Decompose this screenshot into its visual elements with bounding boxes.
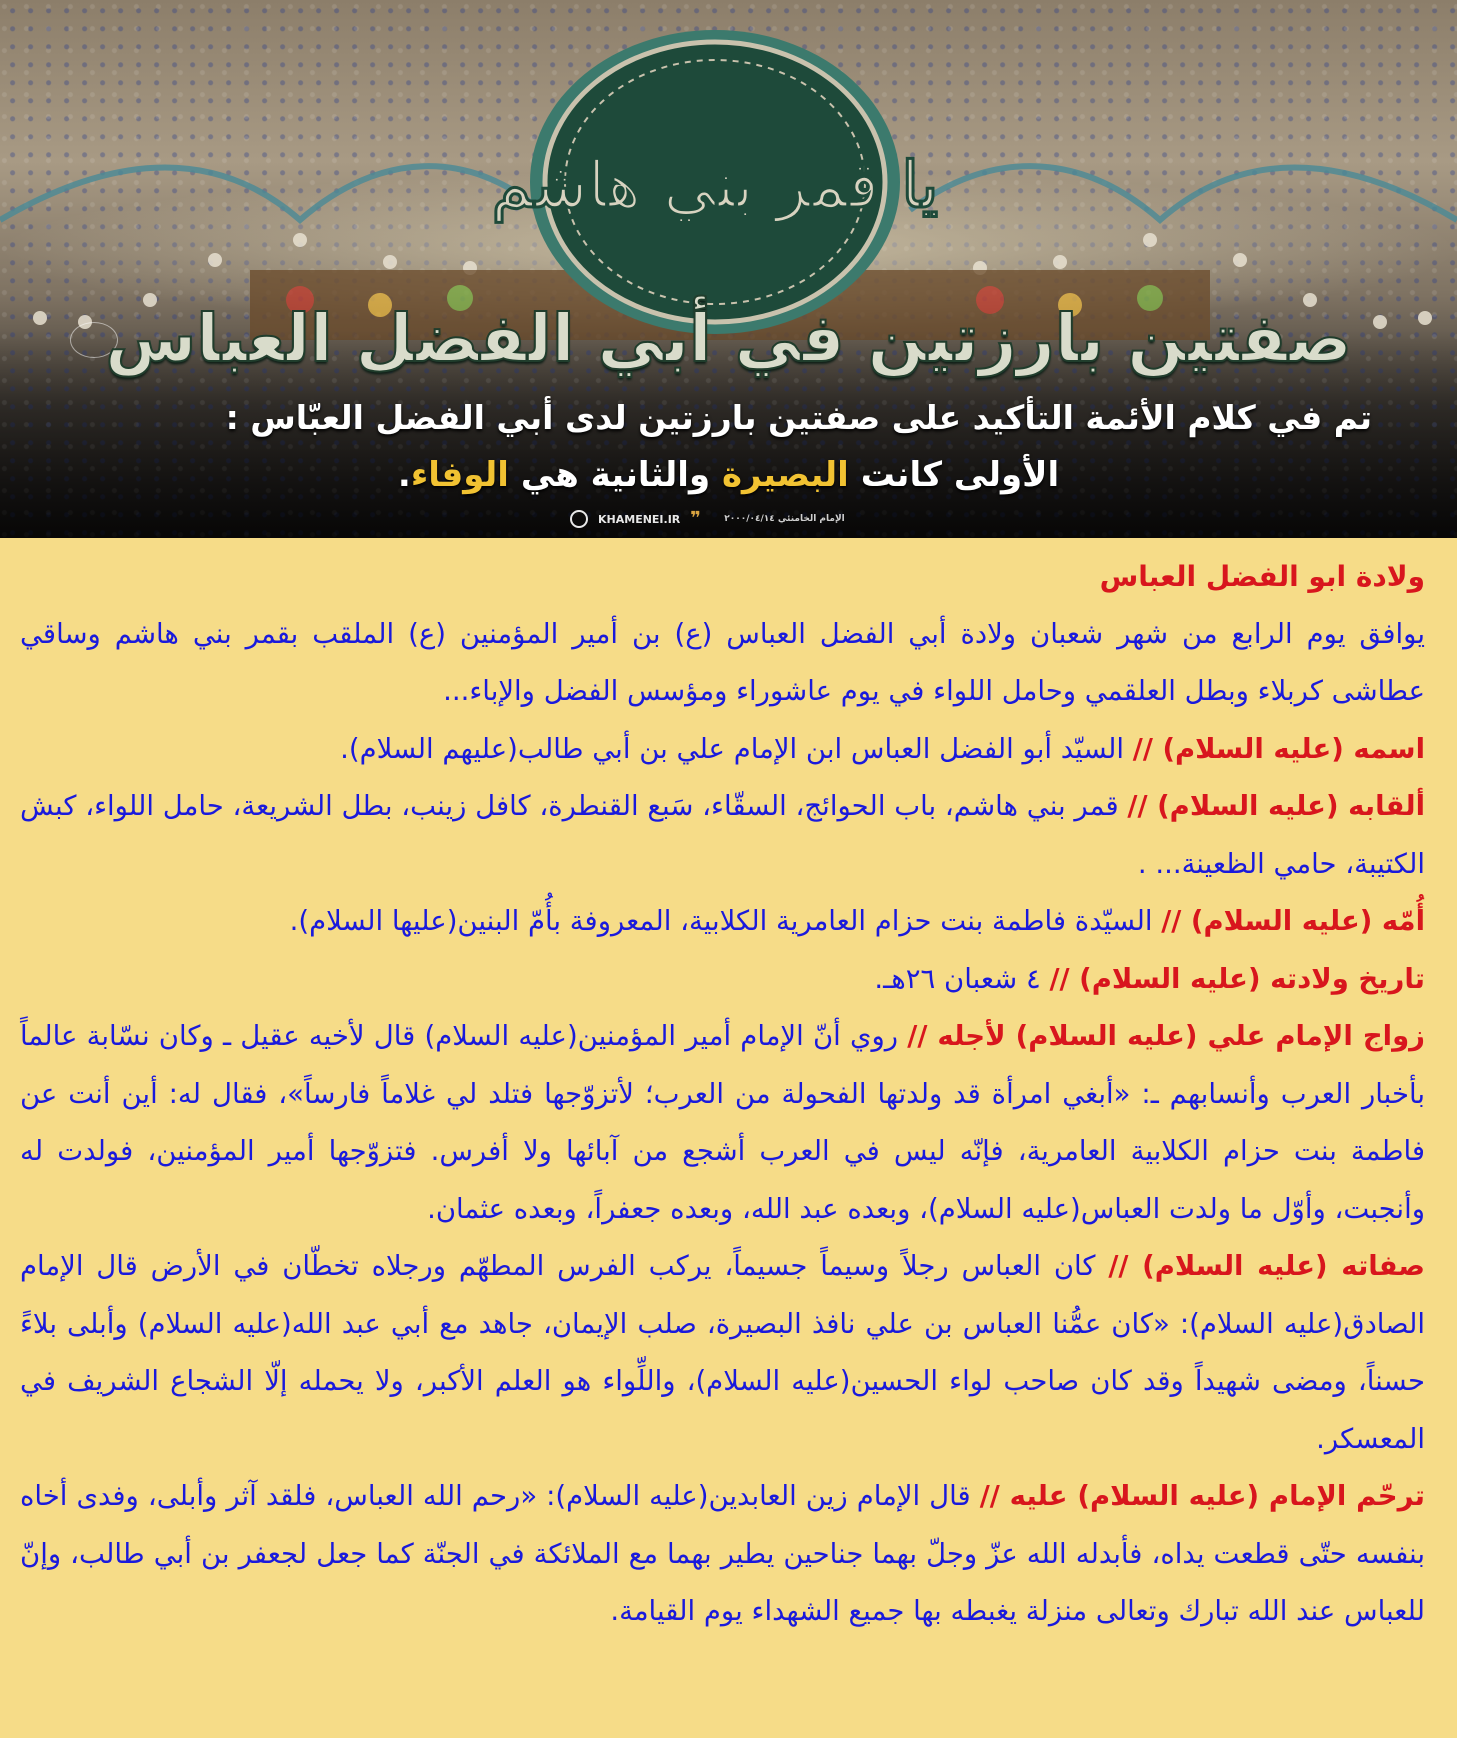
date-stamp: الإمام الخامنئي ٢٠٠٠/٠٤/١٤ <box>724 514 845 524</box>
highlight-insight: البصيرة <box>721 455 849 495</box>
subtitle-part: والثانية هي <box>520 455 711 495</box>
quote-icon: ❞ <box>690 508 701 529</box>
section-text: قمر بني هاشم، باب الحوائج، السقّاء، سَبع القنطرة، كافل زينب، بطل الشريعة، حامل اللواء، كبش الكتيبة، حامي الظعينة... . <box>20 790 1425 880</box>
khamenei-logo-icon <box>570 510 588 528</box>
banner-headline: صفتين بارزتين في أبي الفضل العباس <box>105 300 1352 377</box>
section-marriage <box>20 1008 1425 1238</box>
section-titles <box>20 778 1425 893</box>
section-text: روي أنّ الإمام أمير المؤمنين(عليه السلام) قال لأخيه عقيل ـ وكان نسّابة عالماً بأخبار العرب وأنسابهم ـ: «أبغي امرأة قد ولدتها الفحولة من العرب؛ لأتزوّجها فتلد لي غلاماً فارساً»، فقال له: أين أنت عن فاطمة بنت حزام الكلابية العامرية، فإنّه ليس في العرب أشجع من آبائها ولا أفرس. فتزوّجها أمير المؤمنين، فولدت له وأنجبت، وأوّل ما ولدت العباس(عليه السلام)، وبعده عبد الله، وبعده جعفراً، وبعده عثمان. <box>20 1020 1425 1225</box>
article-title: ولادة ابو الفضل العباس <box>1099 560 1425 593</box>
section-text: السيّد أبو الفضل العباس ابن الإمام علي بن أبي طالب(عليهم السلام). <box>340 732 1125 765</box>
banner-subtitle-line2 <box>0 455 1457 495</box>
section-text: قال الإمام زين العابدين(عليه السلام): «رحم الله العباس، فلقد آثر وأبلى، وفدى أخاه بنفسه حتّى قطعت يداه، فأبدله الله عزّ وجلّ بهما جناحين يطير بهما مع الملائكة في الجنّة كما جعل لجعفر بن أبي طالب، وإنّ للعباس عند الله تبارك وتعالى منزلة يغبطه بها جميع الشهداء يوم القيامة. <box>20 1480 1425 1627</box>
section-mother <box>20 893 1425 951</box>
section-mercy <box>20 1468 1425 1641</box>
section-label: ترحّم الإمام (عليه السلام) عليه // <box>979 1480 1425 1512</box>
section-text: ٤ شعبان ٢٦هـ. <box>874 962 1041 995</box>
header-banner-image <box>0 0 1457 538</box>
brand-footer <box>570 510 845 528</box>
calligraphy-medallion <box>491 22 939 342</box>
article-body <box>20 548 1425 1641</box>
subtitle-part: الأولى كانت <box>860 455 1060 495</box>
section-label: زواج الإمام علي (عليه السلام) لأجله // <box>907 1020 1425 1052</box>
section-label: صفاته (عليه السلام) // <box>1108 1250 1425 1282</box>
banner-subtitle-line1: تم في كلام الأئمة التأكيد على صفتين بارزتين لدى أبي الفضل العبّاس : <box>225 398 1372 437</box>
section-text: كان العباس رجلاً وسيماً جسيماً، يركب الفرس المطهّم ورجلاه تخطّان في الأرض قال الإمام الصادق(عليه السلام): «كان عمُّنا العباس بن علي نافذ البصيرة، صلب الإيمان، جاهد مع أبي عبد الله(عليه السلام) وأبلى بلاءً حسناً، ومضى شهيداً وقد كان صاحب لواء الحسين(عليه السلام)، واللِّواء هو العلم الأكبر، ولا يحمله إلّا الشجاع الشريف في المعسكر. <box>20 1250 1425 1455</box>
section-label: ألقابه (عليه السلام) // <box>1127 790 1426 822</box>
section-label: أُمّه (عليه السلام) // <box>1161 905 1425 937</box>
brand-name: KHAMENEI.IR <box>598 512 681 526</box>
article-intro: يوافق يوم الرابع من شهر شعبان ولادة أبي الفضل العباس (ع) بن أمير المؤمنين (ع) الملقب بقمر بني هاشم وساقي عطاشى كربلاء وبطل العلقمي وحامل اللواء في يوم عاشوراء ومؤسس الفضل والإباء... <box>20 617 1425 707</box>
subtitle-end: . <box>397 455 411 495</box>
section-label: تاريخ ولادته (عليه السلام) // <box>1049 962 1425 995</box>
section-text: السيّدة فاطمة بنت حزام العامرية الكلابية، المعروفة بأُمّ البنين(عليها السلام). <box>289 905 1153 937</box>
section-label: اسمه (عليه السلام) // <box>1132 732 1425 765</box>
medallion-calligraphy: يا قمر بني هاشم <box>491 148 939 223</box>
section-name <box>20 721 1425 779</box>
section-traits <box>20 1238 1425 1468</box>
highlight-loyalty: الوفاء <box>410 455 509 495</box>
section-birthdate <box>20 951 1425 1009</box>
